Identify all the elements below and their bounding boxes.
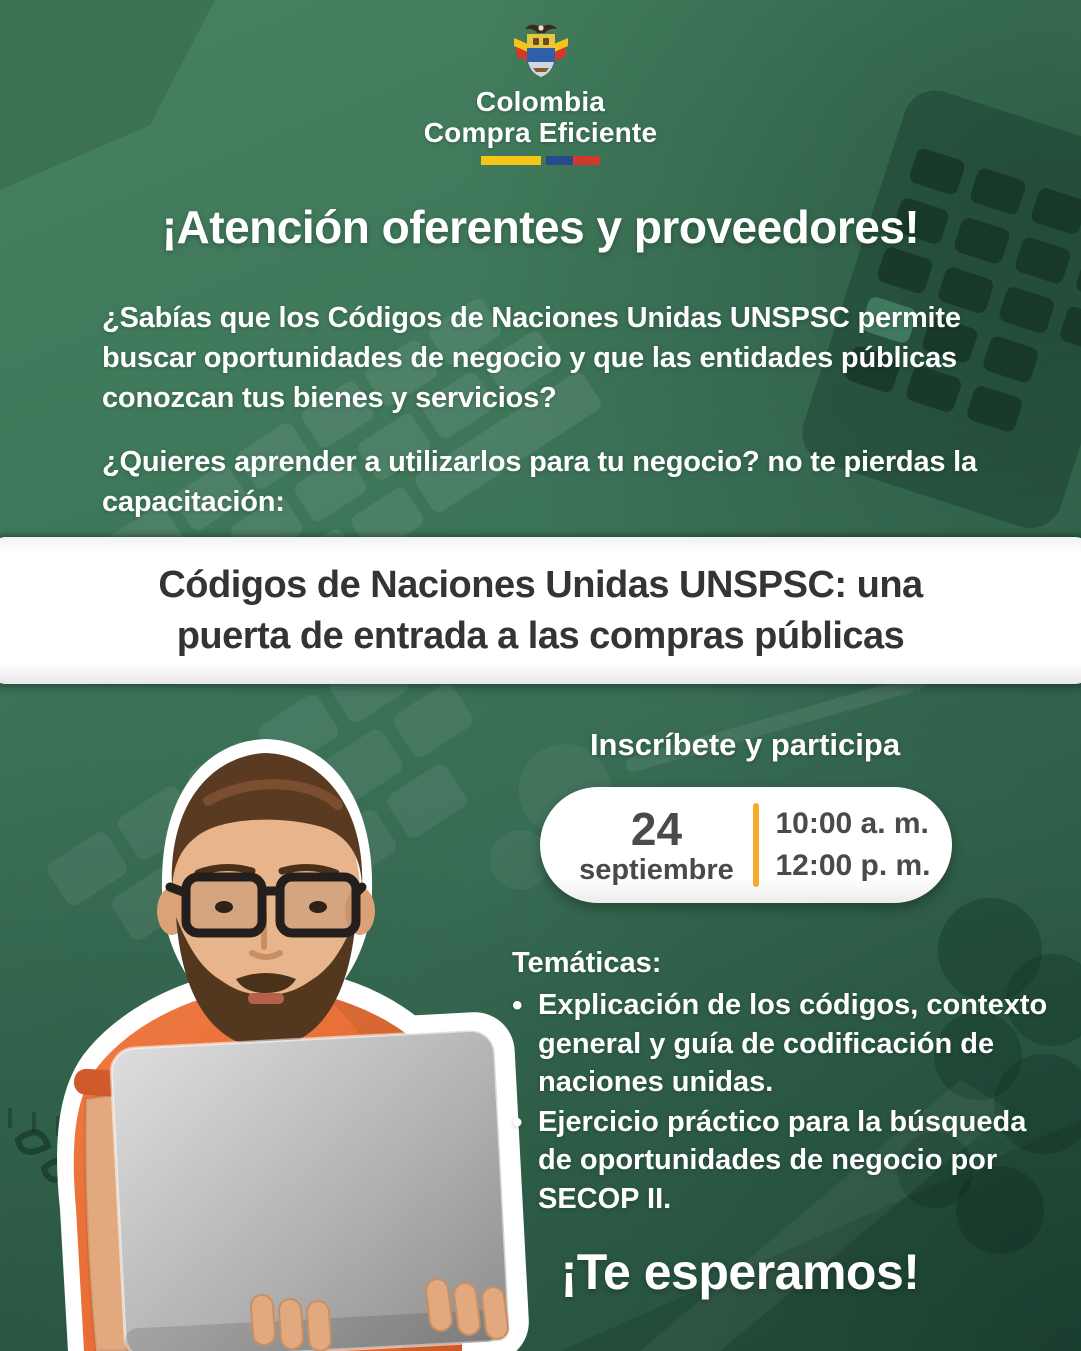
topic-item: • Explicación de los códigos, contexto general y guía de codificación de naciones unidas. (512, 986, 1064, 1101)
topics-title: Temáticas: (512, 947, 662, 979)
cta-text: Inscríbete y participa (589, 727, 901, 762)
event-times (775, 803, 930, 887)
page-title: ¡Atención oferentes y proveedores! (161, 201, 920, 253)
closing-text: ¡Te esperamos! (560, 1244, 920, 1300)
flag-tricolor-bar (0, 156, 1081, 165)
man-with-laptop-illustration (0, 739, 540, 1351)
event-start-time: 10:00 a. m. (775, 807, 929, 840)
event-datetime-card (540, 787, 952, 903)
event-day: 24 (630, 802, 683, 855)
topic-item: • Ejercicio práctico para la búsqueda de oportunidades de negocio por SECOP II. (512, 1103, 1064, 1218)
event-month: septiembre (579, 853, 734, 886)
intro-paragraph-2: ¿Quieres aprender a utilizarlos para tu negocio? no te pierdas la capacitación: (102, 446, 977, 519)
course-title-banner (0, 537, 1081, 684)
topics-section (512, 944, 1064, 1218)
vertical-divider (753, 803, 759, 887)
brand-name-line2: Compra Eficiente (423, 117, 658, 148)
brand-name-line1: Colombia (475, 86, 606, 117)
event-end-time: 12:00 p. m. (775, 849, 931, 882)
topics-list (512, 986, 1064, 1218)
course-title: Códigos de Naciones Unidas UNSPSC: una puerta de entrada a las compras públicas (158, 564, 923, 657)
event-date (561, 802, 751, 886)
intro-paragraph-1: ¿Sabías que los Códigos de Naciones Unidas UNSPSC permite buscar oportunidades de negocio y que las entidades públicas conozcan tus bienes y servicios? (102, 302, 961, 415)
brand-logo (0, 22, 1081, 165)
colombia-coat-of-arms-icon (512, 22, 570, 84)
